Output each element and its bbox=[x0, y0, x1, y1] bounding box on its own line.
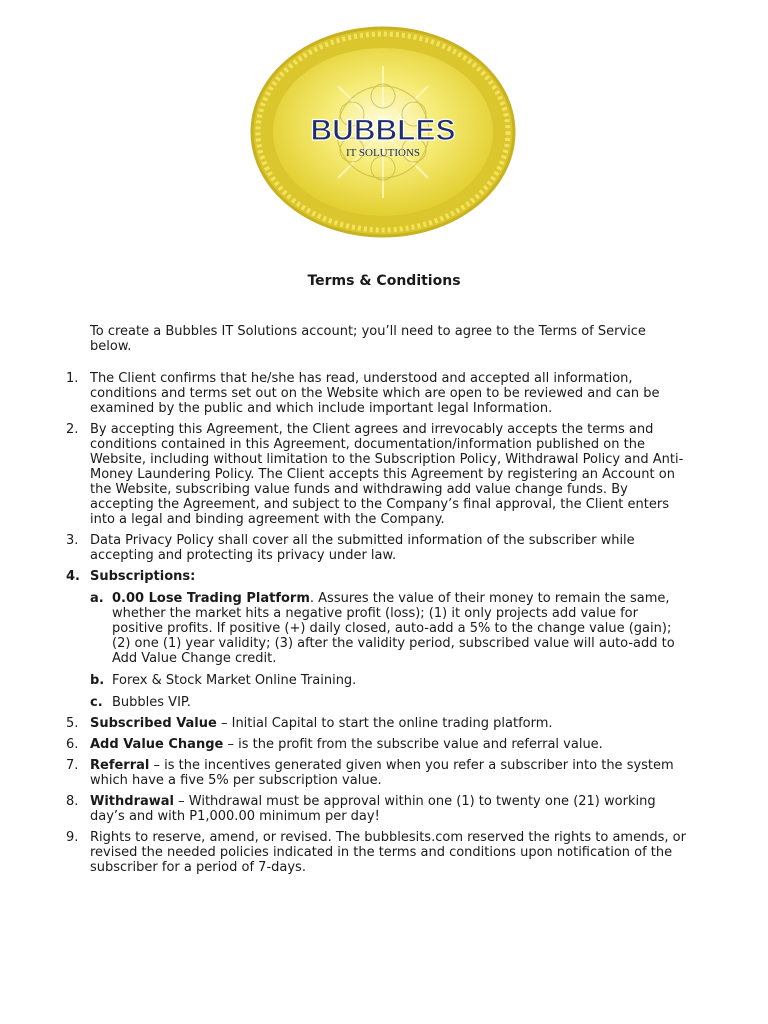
term-bold: Subscribed Value bbox=[90, 716, 217, 731]
sublist-letter: b. bbox=[90, 673, 105, 688]
list-number: 6. bbox=[66, 737, 79, 752]
list-number: 3. bbox=[66, 533, 79, 548]
list-number: 4. bbox=[66, 569, 80, 584]
sublist-item bbox=[90, 695, 686, 710]
sublist-item bbox=[90, 673, 686, 688]
page-title: Terms & Conditions bbox=[307, 273, 461, 289]
list-item bbox=[66, 830, 686, 875]
term-text: Forex & Stock Market Online Training. bbox=[112, 673, 357, 688]
term-text: – Initial Capital to start the online trading platform. bbox=[216, 716, 553, 731]
term-bold: Add Value Change bbox=[90, 737, 224, 752]
list-number: 8. bbox=[66, 794, 79, 809]
list-item bbox=[66, 794, 686, 824]
sublist-item bbox=[90, 591, 686, 666]
term-text: – Withdrawal must be approval within one (1) to twenty one (21) working day’s and with P1,000.00 minimum per day! bbox=[90, 794, 656, 824]
sublist-letter: a. bbox=[90, 591, 104, 606]
term-bold: 0.00 Lose Trading Platform bbox=[112, 591, 310, 606]
list-item-subscriptions bbox=[66, 569, 686, 710]
term-text: . Assures the value of their money to remain the same, whether the market hits a negative profit (loss); (1) it only projects add value for positive profits. If positive (+) daily closed, auto-add a 5% to the change value (gain); (2) one (1) year validity; (3) after the validity period, subscribed value will auto-add to Add Value Change credit. bbox=[112, 591, 675, 666]
bubbles-logo bbox=[250, 26, 516, 238]
term-text: Data Privacy Policy shall cover all the submitted information of the subscriber while accepting and protecting its privacy under law. bbox=[90, 533, 635, 563]
list-item bbox=[66, 758, 686, 788]
sublist-letter: c. bbox=[90, 695, 103, 710]
intro-paragraph: To create a Bubbles IT Solutions account; you’ll need to agree to the Terms of Service below. bbox=[90, 324, 646, 354]
term-text: By accepting this Agreement, the Client agrees and irrevocably accepts the terms and conditions contained in this Agreement, documentation/information published on the Website, including without limitation to the Subscription Policy, Withdrawal Policy and Anti-Money Laundering Policy. The Client accepts this Agreement by registering an Account on the Website, subscribing value funds and withdrawing add value change funds. By accepting the Agreement, and subject to the Company’s final approval, the Client enters into a legal and binding agreement with the Company. bbox=[90, 422, 684, 527]
list-number: 5. bbox=[66, 716, 79, 731]
term-bold: Withdrawal bbox=[90, 794, 174, 809]
list-item bbox=[66, 533, 686, 563]
term-text: – is the incentives generated given when you refer a subscriber into the system which have a five 5% per subscription value. bbox=[90, 758, 674, 788]
list-item bbox=[66, 716, 686, 731]
list-item bbox=[66, 371, 686, 416]
list-item bbox=[66, 422, 686, 527]
term-bold: Referral bbox=[90, 758, 150, 773]
term-text: Bubbles VIP. bbox=[112, 695, 191, 710]
logo-subtext: IT SOLUTIONS bbox=[345, 147, 421, 159]
list-number: 7. bbox=[66, 758, 79, 773]
list-number: 1. bbox=[66, 371, 79, 386]
subscriptions-heading: Subscriptions: bbox=[90, 569, 196, 584]
subscriptions-list bbox=[90, 591, 686, 710]
list-item bbox=[66, 737, 686, 752]
list-number: 2. bbox=[66, 422, 79, 437]
list-number: 9. bbox=[66, 830, 79, 845]
term-text: The Client confirms that he/she has read, understood and accepted all information, conditions and terms set out on the Website which are open to be reviewed and can be examined by the public and which include important legal Information. bbox=[90, 371, 660, 416]
term-text: – is the profit from the subscribe value and referral value. bbox=[223, 737, 603, 752]
logo-wordmark: BUBBLES bbox=[310, 114, 456, 147]
term-text: Rights to reserve, amend, or revised. The bubblesits.com reserved the rights to amends, or revised the needed policies indicated in the terms and conditions upon notification of the subscriber for a period of 7-days. bbox=[90, 830, 686, 875]
terms-list bbox=[66, 371, 686, 881]
